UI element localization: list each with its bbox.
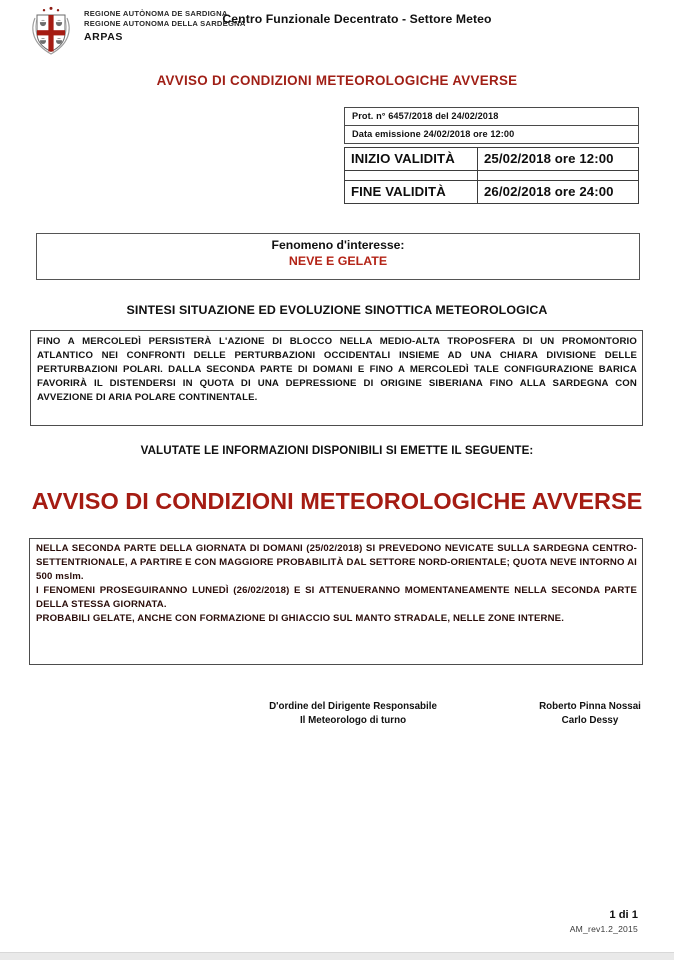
- org-name-sardinian: REGIONE AUTÒNOMA DE SARDIGNA: [84, 9, 228, 18]
- warning-box: [29, 538, 643, 665]
- synoptic-text: FINO A MERCOLEDÌ PERSISTERÀ L'AZIONE DI BLOCCO NELLA MEDIO-ALTA TROPOSFERA DI UN PROMONTORIO ATLANTICO NEI CONFRONTI DELLE PERTURBAZIONI OCCIDENTALI INSIEME AD UNA CHIARA DIVISIONE DELLE PERTURBAZIONI POLARI. DALLA SECONDA PARTE DI DOMANI E FINO A MERCOLEDÌ TALE CONFIGURAZIONE BARICA FAVORIRÀ IL DISTENDERSI IN QUOTA DI UNA DEPRESSIONE DI ORIGINE SIBERIANA FINO ALLA SARDEGNA CON AVVEZIONE DI ARIA POLARE CONTINENTALE.: [37, 336, 637, 403]
- emission-date: Data emissione 24/02/2018 ore 12:00: [345, 125, 638, 143]
- validity-end-row: [345, 181, 639, 204]
- header-center-title: Centro Funzionale Decentrato - Settore Meteo: [222, 12, 492, 26]
- page-title: AVVISO DI CONDIZIONI METEOROLOGICHE AVVERSE: [156, 73, 518, 88]
- validity-table: [344, 147, 639, 204]
- agency-name: ARPAS: [84, 31, 123, 44]
- synoptic-box: [30, 330, 643, 426]
- document-header: [0, 0, 674, 60]
- signature-right: [500, 700, 674, 728]
- protocol-number: Prot. n° 6457/2018 del 24/02/2018: [352, 111, 499, 121]
- page-number: 1 di 1: [609, 909, 638, 921]
- validity-start-label: INIZIO VALIDITÀ: [345, 148, 478, 171]
- synoptic-heading: SINTESI SITUAZIONE ED EVOLUZIONE SINOTTICA METEOROLOGICA: [126, 303, 548, 317]
- signature-left-line-1: D'ordine del Dirigente Responsabile: [269, 701, 437, 712]
- org-name-italian: REGIONE AUTONOMA DELLA SARDEGNA: [84, 19, 246, 29]
- validity-end-label: FINE VALIDITÀ: [345, 181, 478, 204]
- validity-spacer-right: [478, 171, 639, 181]
- warning-paragraph-3: PROBABILI GELATE, ANCHE CON FORMAZIONE DI GHIACCIO SUL MANTO STRADALE, NELLE ZONE INTERNE.: [36, 613, 565, 624]
- validity-start-row: [345, 148, 639, 171]
- bottom-strip: [0, 952, 674, 960]
- validity-spacer-left: [345, 171, 478, 181]
- protocol-box: [344, 107, 639, 144]
- warning-big-heading: AVVISO DI CONDIZIONI METEOROLOGICHE AVVERSE: [31, 488, 643, 514]
- revision-code: AM_rev1.2_2015: [569, 924, 638, 934]
- warning-paragraph-2: I FENOMENI PROSEGUIRANNO LUNEDÌ (26/02/2018) E SI ATTENUERANNO MOMENTANEAMENTE NELLA SECONDA PARTE DELLA STESSA GIORNATA.: [36, 585, 637, 610]
- validity-end-value: 26/02/2018 ore 24:00: [478, 181, 639, 204]
- validity-start-value: 25/02/2018 ore 12:00: [478, 148, 639, 171]
- phenomenon-value: NEVE E GELATE: [288, 254, 388, 268]
- signature-left-line-2: Il Meteorologo di turno: [299, 714, 407, 726]
- signature-right-line-1: Roberto Pinna Nossai: [539, 701, 641, 712]
- phenomenon-box: [36, 233, 640, 280]
- statement-intro: VALUTATE LE INFORMAZIONI DISPONIBILI SI EMETTE IL SEGUENTE:: [140, 444, 534, 457]
- signature-right-line-2: Carlo Dessy: [561, 714, 619, 726]
- validity-spacer-row: [345, 171, 639, 181]
- warning-paragraph-1: NELLA SECONDA PARTE DELLA GIORNATA DI DOMANI (25/02/2018) SI PREVEDONO NEVICATE SULLA SARDEGNA CENTRO-SETTENTRIONALE, A PARTIRE E CON MAGGIORE PROBABILITÀ DAL SETTORE NORD-ORIENTALE; QUOTA NEVE INTORNO AI 500 mslm.: [36, 543, 637, 582]
- phenomenon-label: Fenomeno d'interesse:: [271, 238, 405, 252]
- signature-left: [228, 700, 478, 728]
